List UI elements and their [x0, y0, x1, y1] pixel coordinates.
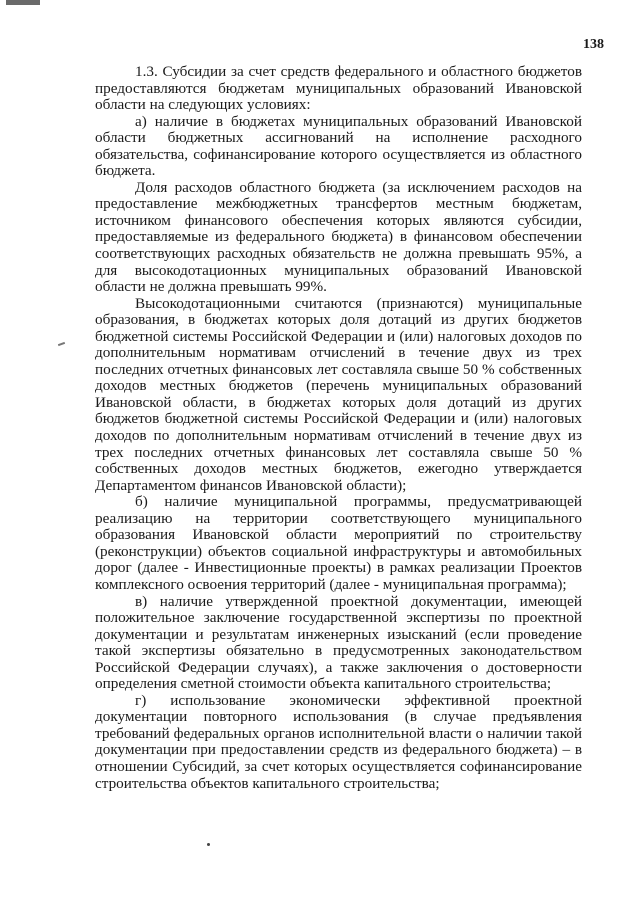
margin-pen-mark	[58, 342, 65, 346]
paragraph-condition-b: б) наличие муниципальной программы, предусматривающей реализацию на территории соответствующего муниципального образования Ивановской области мероприятий по строительству (реконструкции) объектов социальной инфраструктуры и автомобильных дорог (далее - Инвестиционные проекты) в рамках реализации Проектов комплексного освоения территорий (далее - муниципальная программа);	[95, 493, 582, 593]
paragraph-condition-a: а) наличие в бюджетах муниципальных образований Ивановской области бюджетных ассигнований на исполнение расходного обязательства, софинансирование которого осуществляется из областного бюджета.	[95, 112, 582, 180]
paragraph-1-3-subsidies: 1.3. Субсидии за счет средств федерального и областного бюджетов предоставляются бюджетам муниципальных образований Ивановской области на следующих условиях:	[95, 63, 582, 114]
paragraph-condition-v: в) наличие утвержденной проектной документации, имеющей положительное заключение государственной экспертизы по проектной документации и результатам инженерных изысканий (если проведение такой экспертизы обязательно в предусмотренных законодательством Российской Федерации случаях), а также заключения о достоверности определения сметной стоимости объекта капитального строительства;	[95, 592, 582, 693]
paragraph-high-subsidy-definition: Высокодотационными считаются (признаются) муниципальные образования, в бюджетах которых доля дотаций из других бюджетов бюджетной системы Российской Федерации и (или) налоговых доходов по дополнительным нормативам отчислений в течение двух из трех последних отчетных финансовых лет составляла свыше 50 % собственных доходов местных бюджетов (перечень муниципальных образований Ивановской области, в бюджетах которых доля дотаций из других бюджетов бюджетной системы Российской Федерации и (или) налоговых доходов по дополнительным нормативам отчислений в течение двух из трех последних отчетных финансовых лет составляла свыше 50 % собственных доходов местных бюджетов, ежегодно утверждается Департаментом финансов Ивановской области);	[95, 294, 582, 494]
scan-dot-mark	[207, 843, 210, 846]
document-body	[95, 64, 582, 792]
paragraph-condition-g: г) использование экономически эффективной проектной документации повторного использования (в случае предъявления требований федеральных органов исполнительной власти о наличии такой документации при предоставлении средств из федерального бюджета) – в отношении Субсидий, за счет которых осуществляется софинансирование строительства объектов капитального строительства;	[95, 691, 582, 792]
page-number: 138	[583, 37, 604, 52]
paragraph-expense-share: Доля расходов областного бюджета (за исключением расходов на предоставление межбюджетных трансфертов местным бюджетам, источником финансового обеспечения которых являются субсидии, предоставляемые из федерального бюджета) в финансовом обеспечении соответствующих расходных обязательств не должна превышать 95%, а для высокодотационных муниципальных образований Ивановской области не должна превышать 99%.	[95, 178, 582, 296]
scan-edge-mark	[6, 0, 40, 5]
